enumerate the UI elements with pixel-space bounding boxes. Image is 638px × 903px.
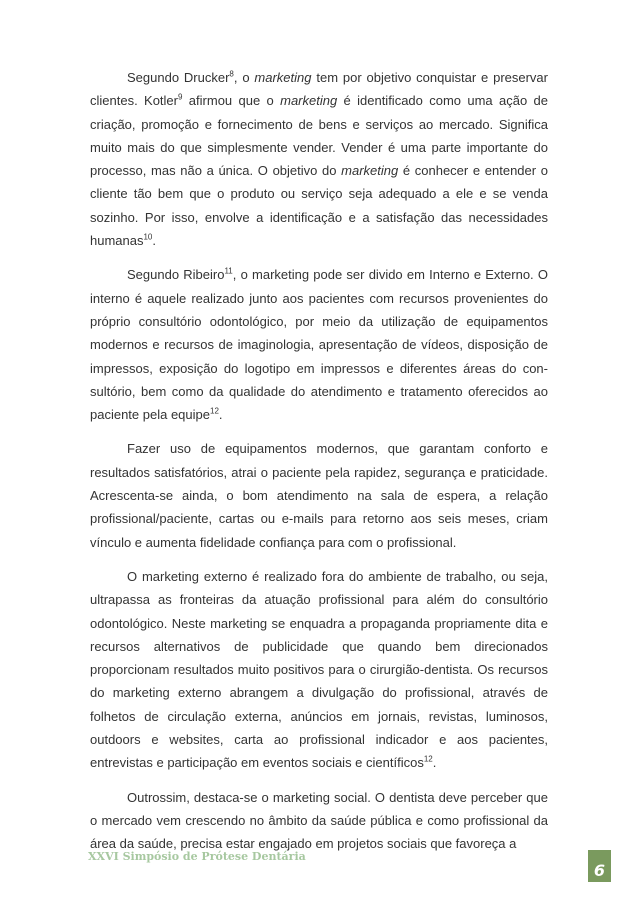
text-run: Segundo Drucker <box>127 70 230 85</box>
emphasis: marketing <box>341 163 399 179</box>
text-run: . <box>432 755 437 771</box>
text-run: é identificado como uma ação de criação, promoção e fornecimento de bens e serviços ao mercado. Significa muito mais do que simplesmente vender. Vender é uma parte importante do processo, mas não a única. O objetivo do <box>90 93 548 179</box>
page-number: 6 <box>593 861 606 880</box>
text-run: Outrossim, destaca-se o marketing social. O dentista deve perceber que o mercado vem crescendo no âmbito da saúde pública e como profissional da área da saúde, precisa estar engajado em projetos sociais que favoreça a <box>90 789 548 852</box>
emphasis: marketing <box>280 93 338 109</box>
paragraph <box>90 786 548 856</box>
text-run: afirmou que o <box>182 93 281 109</box>
paragraph <box>90 437 548 553</box>
footnote-ref: 12 <box>423 754 433 764</box>
body-text <box>90 66 548 856</box>
text-run: , o <box>233 70 255 85</box>
text-run: O marketing externo é realizado fora do ambiente de trabalho, ou seja, ultrapassa as fronteiras da atuação profissional para além do consultório odontológico. Neste marketing se enquadra a propaganda propriamente dita e recursos alternativos de publicidade que quando bem direcionados proporcionam resultados muito positivos para o cirurgião-dentista. Os recursos do marketing externo abrangem a divulgação do profissional, através de folhetos de circulação externa, anúncios em jornais, revistas, luminosos, outdoors e websites, carta ao profissional indicador e aos pacientes, entrevistas e participação em eventos sociais e científicos <box>90 568 548 771</box>
footnote-ref: 10 <box>143 232 153 242</box>
page-number-badge <box>588 850 611 882</box>
text-run: . <box>218 407 223 423</box>
footnote-ref: 8 <box>229 69 234 79</box>
footnote-ref: 9 <box>178 92 183 102</box>
text-run: Segundo Ribeiro <box>127 267 225 283</box>
footnote-ref: 11 <box>224 267 233 277</box>
text-run: Fazer uso de equipamentos modernos, que garantam conforto e resultados satisfatórios, atrai o paciente pela rapidez, segurança e praticidade. Acrescenta-se ainda, o bom atendimento na sala de espera, a relação profissional/paciente, cartas ou e-mails para retorno aos seis meses, criam vínculo e aumenta fidelidade confiança para com o profissional. <box>90 441 548 550</box>
paragraph <box>90 263 548 426</box>
text-run: tem por objetivo conquistar e preservar clientes. Kotler <box>90 70 548 109</box>
text-run: é conhecer e entender o cliente tão bem que o produto ou serviço seja adequado a ele e se venda sozinho. Por isso, envolve a identificação e a satisfação das necessidades humanas <box>90 163 548 249</box>
footnote-ref: 12 <box>210 406 219 416</box>
text-run: , o marketing pode ser divido em Interno e Externo. O interno é aquele realizado junto aos pacientes com recursos provenientes do próprio consultório odontológico, por meio da utilização de equipamentos modernos e recursos de imaginologia, apresentação de vídeos, disposição de impressos, exposição do logotipo em impressos e diferentes áreas do con-sultório, bem como da qualidade do atendimento e tratamento oferecidos ao paciente pela equipe <box>90 267 548 423</box>
footer-title: XXVI Simpósio de Prótese Dentária <box>88 850 306 863</box>
emphasis: marketing <box>254 70 312 85</box>
paragraph <box>90 565 548 775</box>
text-run: . <box>152 233 157 249</box>
paragraph <box>90 66 548 252</box>
